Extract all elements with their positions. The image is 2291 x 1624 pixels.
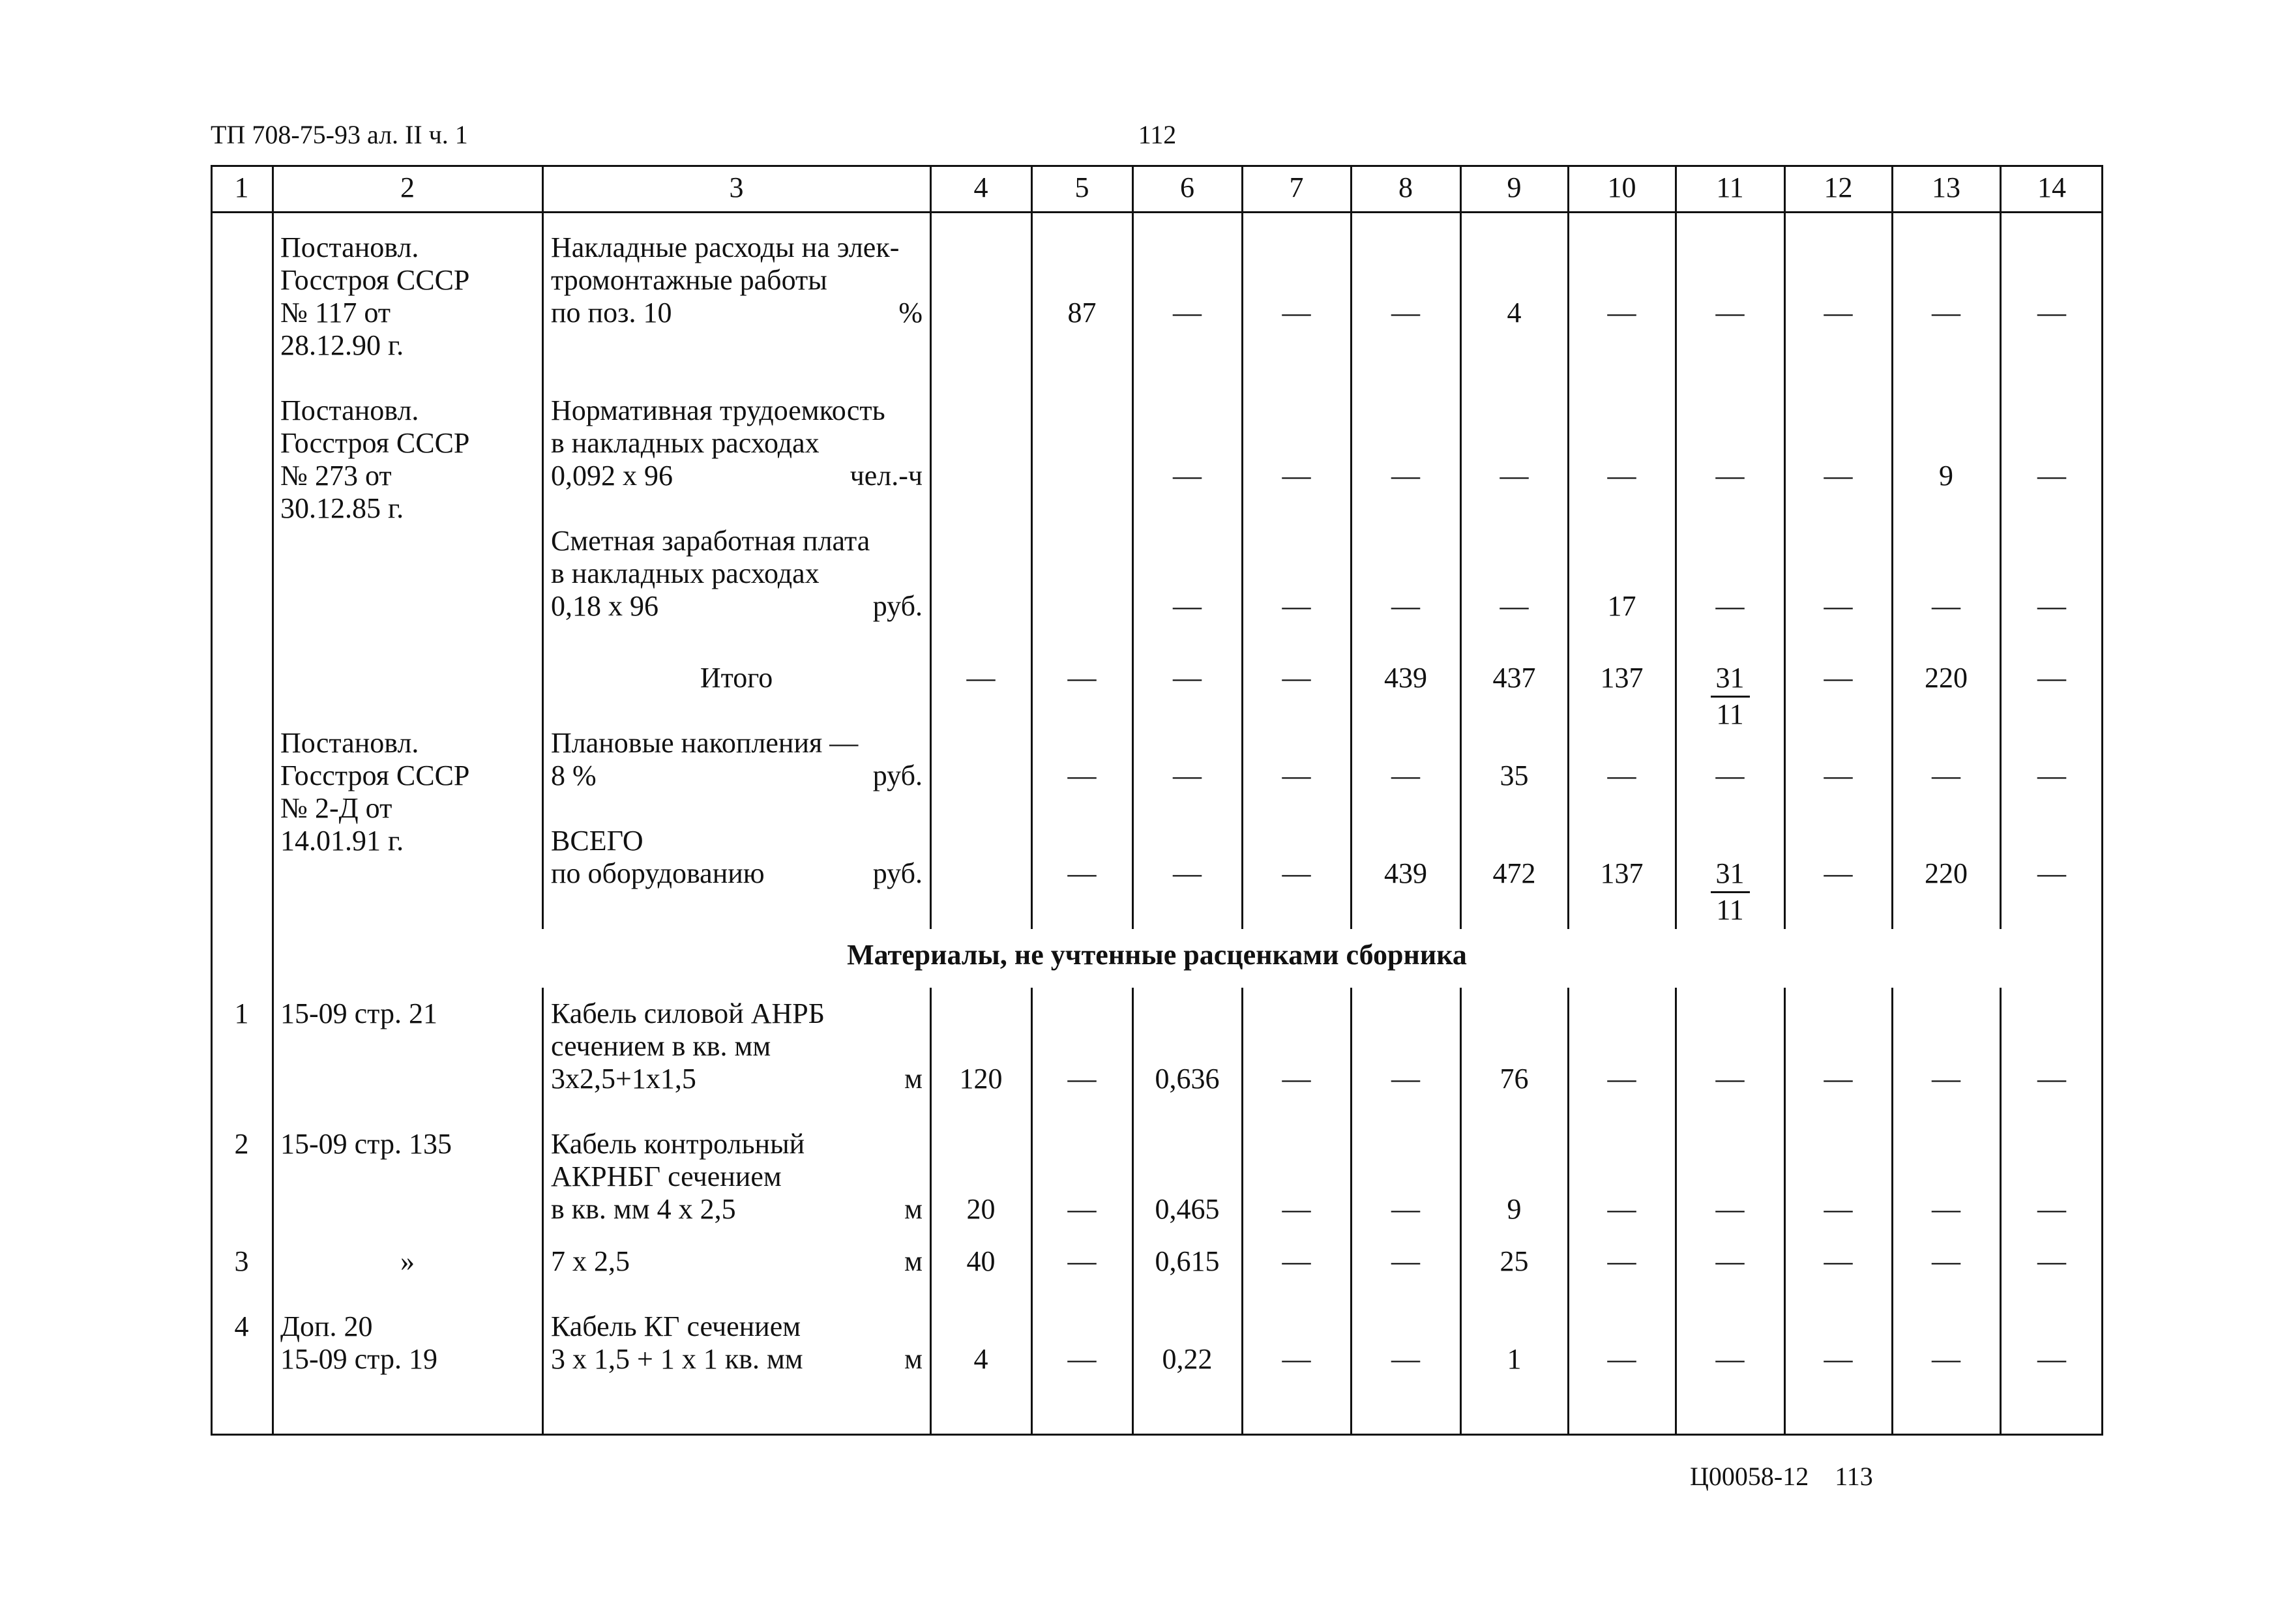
source-reference: 15-09 стр. 21 [280,997,437,1029]
column-divider [2000,165,2002,929]
cell-value: 40 [966,1245,996,1277]
cell-value: 220 [1925,662,1968,694]
cell-value: — [1391,1245,1420,1277]
source-reference: Госстроя СССР [280,264,470,296]
cell-value: — [1932,1245,1960,1277]
item-description: АКРНБГ сечением [551,1160,782,1192]
item-description: 3х2,5+1х1,5 [551,1063,696,1095]
footer-code-text: Ц00058-12 [1690,1462,1809,1491]
cell-value: 31 [1715,662,1745,694]
cell-value: 9 [1507,1193,1522,1225]
table-bottom-border [211,1434,2103,1436]
column-number-header: 1 [234,171,249,203]
cell-value: — [1715,460,1745,492]
cell-value: — [1173,460,1202,492]
footer-sheet-number: 113 [1835,1462,1873,1491]
column-divider [930,988,932,1436]
cell-value: 472 [1492,857,1536,889]
column-divider [1675,988,1677,1436]
fraction-denominator: 11 [1716,894,1744,926]
unit-label: м [904,1245,923,1277]
cell-value: — [1715,1063,1745,1095]
item-description: по оборудованию [551,857,765,889]
unit-label: руб. [872,857,923,889]
cell-value: — [1282,1193,1311,1225]
column-divider [1241,165,1243,929]
fraction-bar [1711,891,1750,893]
cell-value: — [1282,662,1311,694]
cell-value: — [1824,662,1853,694]
column-divider [542,165,544,929]
cell-value: — [2037,1063,2066,1095]
column-number-header: 14 [2037,171,2066,203]
source-reference: 15-09 стр. 135 [280,1128,452,1160]
row-number: 3 [234,1245,249,1277]
column-divider [1031,165,1033,929]
cell-value: 0,615 [1155,1245,1220,1277]
source-reference: № 273 от [280,460,392,492]
unit-label: руб. [872,760,923,791]
cell-value: — [1391,760,1420,791]
source-reference: 14.01.91 г. [280,825,404,857]
cell-value: 20 [966,1193,996,1225]
column-number-header: 8 [1398,171,1413,203]
column-divider [272,165,274,1436]
column-divider [542,988,544,1436]
item-description: Сметная заработная плата [551,525,870,557]
cell-value: — [1824,760,1853,791]
row-number: 1 [234,997,249,1029]
source-reference: Госстроя СССР [280,427,470,459]
source-reference: Постановл. [280,394,419,426]
unit-label: м [904,1343,923,1375]
item-description: 3 х 1,5 + 1 х 1 кв. мм [551,1343,803,1375]
column-divider [1784,165,1786,929]
cell-value: — [1067,1193,1097,1225]
cell-value: — [1932,1063,1960,1095]
column-divider [1675,165,1677,929]
item-description: в кв. мм 4 х 2,5 [551,1193,736,1225]
unit-label: м [904,1063,923,1095]
cell-value: — [1824,1343,1853,1375]
cell-value: — [1715,1343,1745,1375]
cell-value: — [2037,1343,2066,1375]
cell-value: — [1824,460,1853,492]
column-number-header: 2 [400,171,415,203]
cell-value: — [1067,662,1097,694]
cell-value: — [1067,1245,1097,1277]
cell-value: — [1607,760,1636,791]
item-description: Кабель КГ сечением [551,1310,801,1342]
source-reference: » [400,1245,415,1277]
column-number-header: 10 [1607,171,1636,203]
cell-value: — [1282,760,1311,791]
cell-value: — [1173,857,1202,889]
cell-value: 137 [1600,857,1644,889]
fraction-denominator: 11 [1716,698,1744,730]
column-divider [1567,165,1569,929]
fraction-bar [1711,696,1750,698]
cell-value: — [1391,1343,1420,1375]
item-description: ВСЕГО [551,825,643,857]
cell-value: — [1824,1193,1853,1225]
column-divider [1132,988,1134,1436]
cell-value: — [2037,1193,2066,1225]
cell-value: — [1282,1063,1311,1095]
cell-value: 35 [1500,760,1529,791]
column-number-header: 13 [1932,171,1960,203]
column-number-header: 7 [1289,171,1304,203]
source-reference: № 117 от [280,297,391,329]
source-reference: 28.12.90 г. [280,329,404,361]
column-number-header: 3 [729,171,744,203]
row-number: 2 [234,1128,249,1160]
cell-value: 137 [1600,662,1644,694]
cell-value: — [2037,662,2066,694]
cell-value: — [1715,590,1745,622]
cell-value: — [1932,1193,1960,1225]
unit-label: % [898,297,923,329]
cell-value: — [1824,1063,1853,1095]
column-divider [1350,165,1352,929]
column-divider [1132,165,1134,929]
cell-value: — [1824,1245,1853,1277]
cell-value: — [1282,590,1311,622]
item-description: 7 х 2,5 [551,1245,630,1277]
source-reference: № 2-Д от [280,792,392,824]
total-label: Итого [700,662,773,694]
header-row-divider [211,211,2103,213]
cell-value: — [1715,1193,1745,1225]
unit-label: руб. [872,590,923,622]
cell-value: — [1173,662,1202,694]
cell-value: 220 [1925,857,1968,889]
cell-value: — [1500,590,1529,622]
cell-value: 31 [1715,857,1745,889]
cell-value: 120 [959,1063,1003,1095]
cell-value: — [1824,297,1853,329]
item-description: тромонтажные работы [551,264,827,296]
item-description: в накладных расходах [551,557,820,589]
cell-value: — [1607,460,1636,492]
column-divider [1031,988,1033,1436]
cell-value: — [1282,1245,1311,1277]
cell-value: — [1932,1343,1960,1375]
column-number-header: 9 [1507,171,1522,203]
cell-value: 9 [1939,460,1953,492]
cell-value: — [1607,1063,1636,1095]
cell-value: 25 [1500,1245,1529,1277]
column-divider [1460,165,1462,929]
cell-value: — [1932,297,1960,329]
cell-value: 439 [1384,857,1427,889]
cell-value: — [2037,1245,2066,1277]
document-code: ТП 708-75-93 ал. II ч. 1 [211,120,468,149]
cell-value: — [1282,297,1311,329]
column-divider [2000,988,2002,1436]
cell-value: — [2037,857,2066,889]
page-number: 112 [1138,120,1177,149]
item-description: Плановые накопления — [551,727,859,759]
cell-value: — [1715,760,1745,791]
cell-value: 4 [973,1343,988,1375]
cell-value: — [1173,297,1202,329]
cell-value: 4 [1507,297,1522,329]
unit-label: м [904,1193,923,1225]
source-reference: Постановл. [280,727,419,759]
item-description: Кабель силовой АНРБ [551,997,825,1029]
column-divider [1567,988,1569,1436]
cell-value: 439 [1384,662,1427,694]
column-number-header: 4 [973,171,988,203]
cell-value: — [1391,1063,1420,1095]
row-number: 4 [234,1310,249,1342]
column-divider [1784,988,1786,1436]
cell-value: — [1607,1193,1636,1225]
cell-value: 1 [1507,1343,1522,1375]
item-description: 0,092 х 96 [551,460,673,492]
cell-value: — [1607,1343,1636,1375]
cell-value: 0,465 [1155,1193,1220,1225]
cell-value: — [1282,857,1311,889]
column-divider [1241,988,1243,1436]
cell-value: — [1391,460,1420,492]
footer-code [1690,1464,1873,1490]
column-number-header: 5 [1074,171,1089,203]
cell-value: — [1715,1245,1745,1277]
cell-value: — [1391,297,1420,329]
unit-label: чел.-ч [850,460,923,492]
cell-value: — [2037,297,2066,329]
cell-value: — [2037,590,2066,622]
cell-value: — [1607,297,1636,329]
column-divider [1891,988,1893,1436]
cell-value: 0,22 [1162,1343,1213,1375]
source-reference: Госстроя СССР [280,760,470,791]
cell-value: 87 [1067,297,1097,329]
column-divider [1460,988,1462,1436]
item-description: Кабель контрольный [551,1128,805,1160]
cell-value: — [1824,590,1853,622]
source-reference: 15-09 стр. 19 [280,1343,437,1375]
column-number-header: 11 [1716,171,1744,203]
cell-value: — [1932,760,1960,791]
cell-value: 76 [1500,1063,1529,1095]
cell-value: 0,636 [1155,1063,1220,1095]
cell-value: 17 [1607,590,1636,622]
cell-value: — [1824,857,1853,889]
cell-value: — [1932,590,1960,622]
source-reference: 30.12.85 г. [280,492,404,524]
cell-value: — [1173,760,1202,791]
item-description: сечением в кв. мм [551,1030,771,1062]
column-number-header: 6 [1180,171,1194,203]
cell-value: — [2037,760,2066,791]
item-description: Накладные расходы на элек- [551,231,900,263]
cell-value: — [1500,460,1529,492]
cell-value: — [1067,760,1097,791]
item-description: по поз. 10 [551,297,672,329]
column-number-header: 12 [1824,171,1853,203]
cell-value: — [1282,1343,1311,1375]
cell-value: — [1067,1063,1097,1095]
cell-value: — [2037,460,2066,492]
cell-value: — [1067,857,1097,889]
column-divider [930,165,932,929]
cell-value: — [1391,1193,1420,1225]
cell-value: 437 [1492,662,1536,694]
cell-value: — [1715,297,1745,329]
cell-value: — [1282,460,1311,492]
source-reference: Доп. 20 [280,1310,373,1342]
cell-value: — [1173,590,1202,622]
source-reference: Постановл. [280,231,419,263]
column-divider [1891,165,1893,929]
item-description: Нормативная трудоемкость [551,394,885,426]
item-description: 8 % [551,760,597,791]
section-title: Материалы, не учтенные расценками сборника [847,939,1467,971]
item-description: в накладных расходах [551,427,820,459]
cell-value: — [966,662,996,694]
column-divider [1350,988,1352,1436]
cell-value: — [1067,1343,1097,1375]
cell-value: — [1607,1245,1636,1277]
item-description: 0,18 х 96 [551,590,658,622]
cell-value: — [1391,590,1420,622]
